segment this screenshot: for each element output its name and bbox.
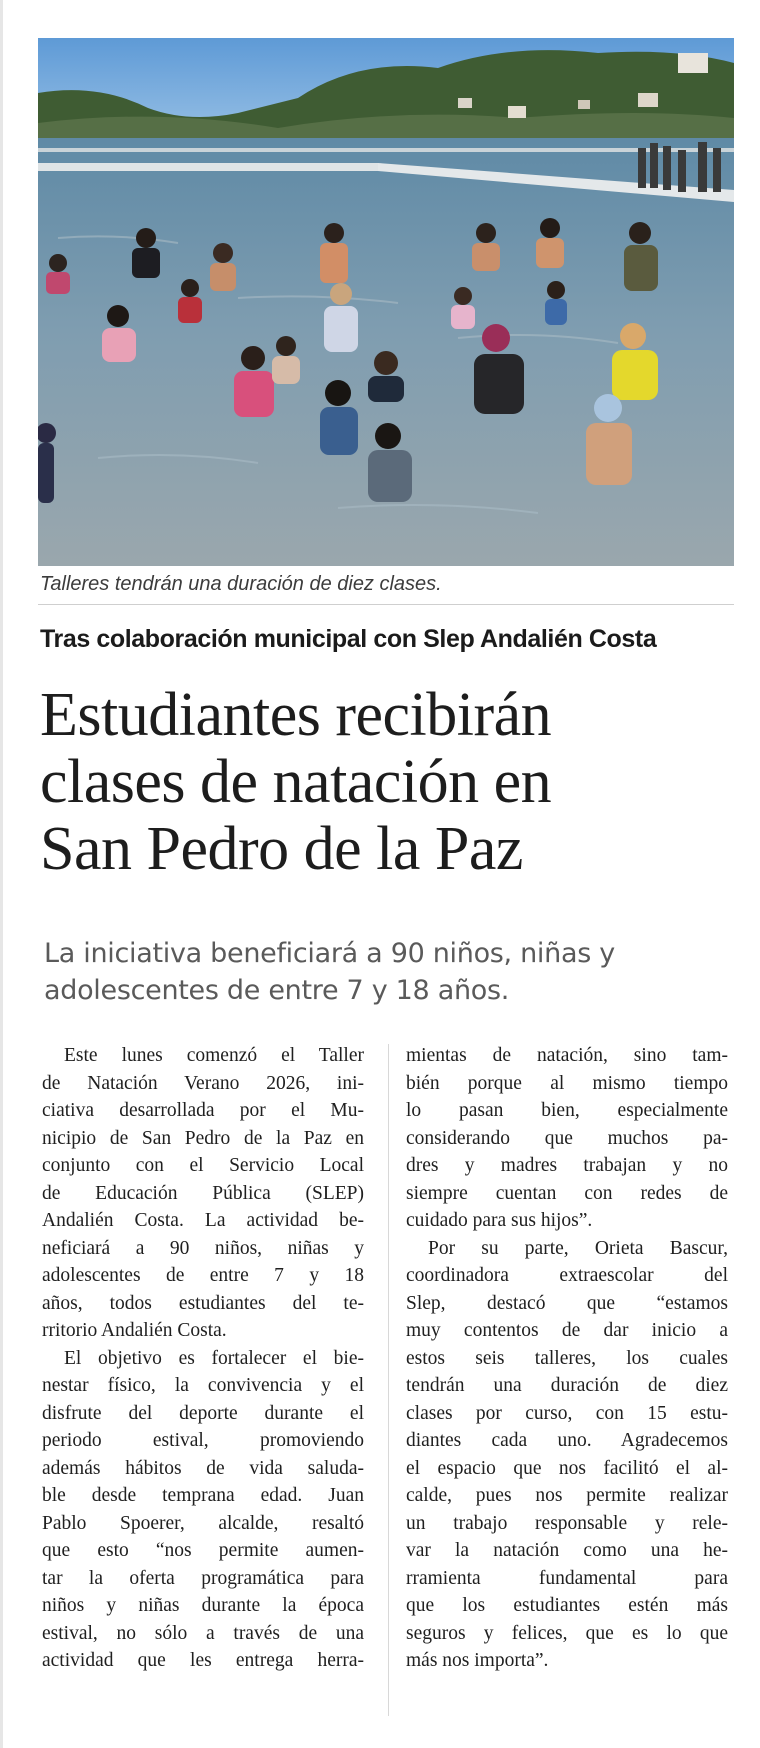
body-line: más nos importa”.	[406, 1650, 549, 1671]
headline-line: clases de natación en	[40, 748, 552, 816]
body-line: nicipio de San Pedro de la Paz en	[42, 1127, 364, 1149]
body-column-left	[42, 1042, 364, 1675]
body-line: Slep, destacó que “estamos	[406, 1292, 728, 1314]
body-line: bién porque al mismo tiempo	[406, 1072, 728, 1094]
body-line: considerando que muchos pa-	[406, 1127, 728, 1149]
body-line: coordinadora extraescolar del	[406, 1265, 728, 1286]
body-line: estival, no sólo a través de una	[42, 1622, 364, 1644]
body-column-right	[406, 1042, 728, 1675]
body-line: conjunto con el Servicio Local	[42, 1155, 364, 1176]
body-line: siempre cuentan con redes de	[406, 1182, 728, 1204]
body-line: Andalién Costa. La actividad be-	[42, 1210, 364, 1231]
body-line: nestar físico, la convivencia y el	[42, 1375, 364, 1396]
body-line: lo pasan bien, especialmente	[406, 1100, 728, 1121]
body-line: estos seis talleres, los cuales	[406, 1347, 728, 1369]
body-line: rramienta fundamental para	[406, 1567, 728, 1589]
headline-line: San Pedro de la Paz	[40, 815, 523, 883]
article-summary	[44, 935, 744, 1009]
body-line: calde, pues nos permite realizar	[406, 1485, 728, 1506]
body-line: seguros y felices, que es lo que	[406, 1622, 728, 1644]
column-divider	[388, 1044, 389, 1716]
summary-line: La iniciativa beneficiará a 90 niños, niñas y	[44, 938, 615, 969]
body-line: Pablo Spoerer, alcalde, resaltó	[42, 1512, 364, 1534]
body-line: niños y niñas durante la época	[42, 1595, 364, 1616]
body-line: Este lunes comenzó el Taller	[64, 1045, 364, 1066]
body-line: neficiará a 90 niños, niñas y	[42, 1237, 364, 1259]
body-line: tar la oferta programática para	[42, 1567, 364, 1589]
body-line: un trabajo responsable y rele-	[406, 1512, 728, 1534]
body-line: que esto “nos permite aumen-	[42, 1540, 364, 1561]
body-line: actividad que les entrega herra-	[42, 1650, 364, 1671]
body-line: var la natación como una he-	[406, 1540, 728, 1561]
photo-caption: Talleres tendrán una duración de diez clases.	[40, 573, 442, 595]
caption-divider	[38, 604, 734, 605]
body-line: ciativa desarrollada por el Mu-	[42, 1100, 364, 1121]
article-kicker: Tras colaboración municipal con Slep Andalién Costa	[40, 625, 657, 653]
body-line: diantes cada uno. Agradecemos	[406, 1430, 728, 1451]
body-line: disfrute del deporte durante el	[42, 1402, 364, 1424]
body-line: El objetivo es fortalecer el bie-	[64, 1347, 364, 1369]
body-line: que los estudiantes estén más	[406, 1595, 728, 1616]
body-line: de Educación Pública (SLEP)	[42, 1182, 364, 1204]
headline-line: Estudiantes recibirán	[40, 681, 552, 749]
body-line: muy contentos de dar inicio a	[406, 1320, 728, 1341]
body-line: de Natación Verano 2026, ini-	[42, 1072, 364, 1094]
body-line: adolescentes de entre 7 y 18	[42, 1265, 364, 1286]
body-line: rritorio Andalién Costa.	[42, 1320, 227, 1341]
body-line: años, todos estudiantes del te-	[42, 1292, 364, 1314]
article-photo	[38, 38, 734, 566]
summary-line: adolescentes de entre 7 y 18 años.	[44, 975, 510, 1006]
body-line: clases por curso, con 15 estu-	[406, 1402, 728, 1424]
body-line: cuidado para sus hijos”.	[406, 1210, 593, 1231]
body-line: además hábitos de vida saluda-	[42, 1457, 364, 1479]
photo-dock	[38, 163, 378, 171]
article-headline	[40, 682, 740, 883]
body-line: mientas de natación, sino tam-	[406, 1045, 728, 1066]
body-line: el espacio que nos facilitó el al-	[406, 1457, 728, 1479]
body-line: dres y madres trabajan y no	[406, 1155, 728, 1176]
body-line: periodo estival, promoviendo	[42, 1430, 364, 1451]
body-line: tendrán una duración de diez	[406, 1375, 728, 1396]
body-line: Por su parte, Orieta Bascur,	[428, 1237, 728, 1259]
body-line: ble desde temprana edad. Juan	[42, 1485, 364, 1506]
page-edge	[0, 0, 3, 1748]
